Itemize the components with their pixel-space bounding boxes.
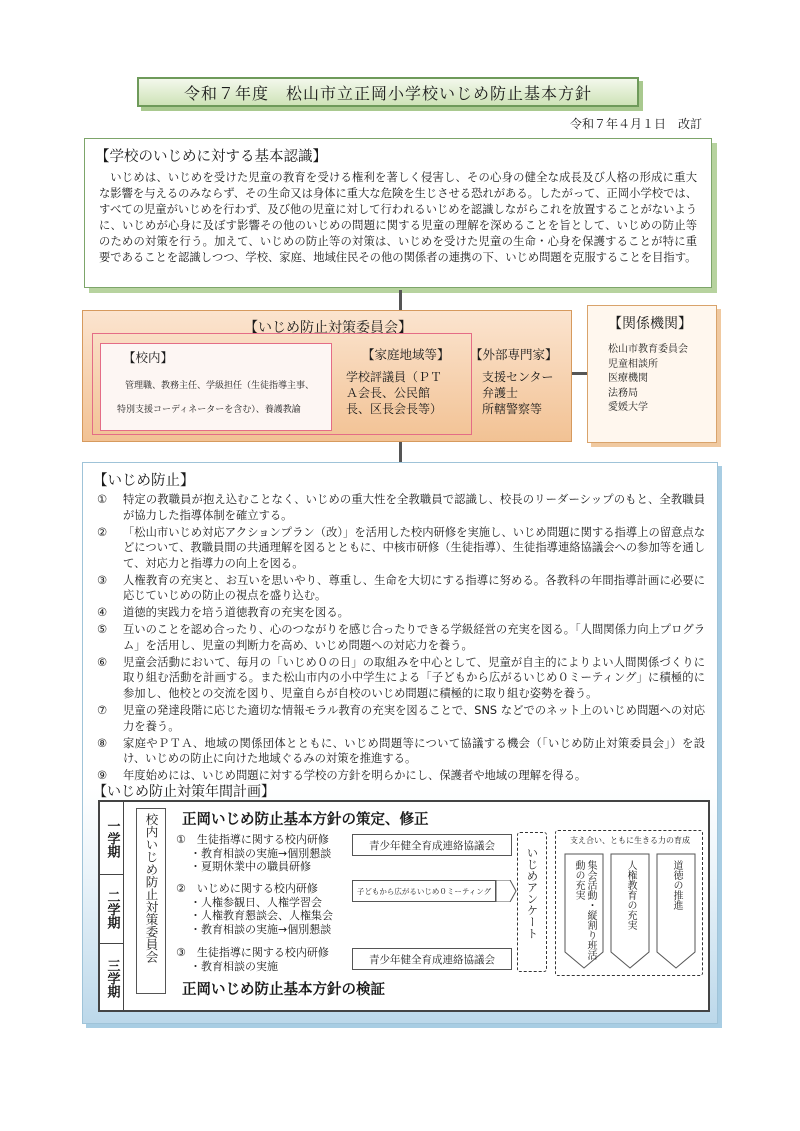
item-text: 「松山市いじめ対応アクションプラン（改）」を活用した校内研修を実施し、いじめ問題に関する指導上の留意点などについて、教職員間の共通理解を図るとともに、中核市研修（生徒指導）、生徒指導連絡協議会への参加等を通して、対応力と指導力の向上を図る。 <box>123 525 705 570</box>
policy-formulation-title: 正岡いじめ防止基本方針の策定、修正 <box>182 812 429 828</box>
term-third: 三学期 <box>100 944 124 1012</box>
prevention-list <box>97 492 705 785</box>
prevention-heading: 【いじめ防止】 <box>93 473 195 489</box>
page-title-text: 令和７年度 松山市立正岡小学校いじめ防止基本方針 <box>183 83 592 103</box>
arrow-collective-activities <box>569 860 599 960</box>
prevention-item <box>97 525 705 572</box>
school-internal-label: 【校内】 <box>123 350 174 365</box>
item-text: 年度始めには、いじめ問題に対する学校の方針を明らかにし、保護者や地域の理解を得る。 <box>123 769 587 783</box>
org-item: 児童相談所 <box>608 358 658 370</box>
prevention-item <box>97 736 705 767</box>
arrow-text: 道徳の推進 <box>671 860 682 910</box>
org-item: 愛媛大学 <box>608 402 648 413</box>
arrow-text: 人権教育の充実 <box>625 860 636 930</box>
home-member-line: 学校評議員（ＰＴ <box>346 370 443 384</box>
term-second: 二学期 <box>100 875 124 943</box>
basic-recognition-section <box>84 138 712 288</box>
arrow-human-rights <box>615 860 645 960</box>
prevention-item <box>97 655 705 702</box>
item-text: 道徳的実践力を培う道徳教育の充実を図る。 <box>123 606 349 620</box>
item-text: 児童会活動において、毎月の「いじめ０の日」の取組みを中心として、児童が自主的によりよい人間関係づくりに取り組む活動を計画する。また松山市内の小中学生による「子どもから広がるいじめ０ミーティング」に積極的に参加し、他校との交流を図り、児童自らが自校のいじめ問題に積極的に取り組む姿勢を養う。 <box>123 655 705 700</box>
second-term-activities <box>176 882 333 936</box>
external-experts-label: 【外部専門家】 <box>470 347 558 362</box>
activity-line: ・人権参観日、人権学習会 <box>190 895 322 909</box>
item-text: 互いのことを認め合ったり、心のつながりを感じ合ったりできる学級経営の充実を図る。「人間関係力向上プログラム」を活用し、児童の判断力を高め、いじめ問題への対応力を養う。 <box>123 623 705 652</box>
related-organizations <box>587 305 717 443</box>
item-text: 人権教育の充実と、お互いを思いやり、尊重し、生命を大切にする指導に努める。各教科の年間指導計画に必要に応じていじめの防止の視点を盛り込む。 <box>123 573 705 603</box>
annual-plan-heading: 【いじめ防止対策年間計画】 <box>93 784 275 800</box>
item-text: 児童の発達段階に応じた適切な情報モラル教育の充実を図ることで、SNS などでのネット上のいじめ問題への対応力を養う。 <box>123 704 705 733</box>
item-number: ⑤ <box>97 623 108 637</box>
committee-title: 【いじめ防止対策委員会】 <box>244 320 412 336</box>
prevention-item <box>97 605 705 621</box>
annual-plan-table <box>98 800 710 1012</box>
org-item: 法務局 <box>608 387 638 399</box>
item-number: ③ <box>97 573 108 587</box>
item-text: 特定の教職員が抱え込むことなく、いじめの重大性を全教職員で認識し、校長のリーダーシップのもと、全教職員が協力した指導体制を確立する。 <box>123 493 705 522</box>
page-title <box>137 77 639 107</box>
arrow-moral-education <box>661 860 691 960</box>
support-growth-title: 支え合い、ともに生きる力の育成 <box>570 836 690 845</box>
third-term-activities <box>176 946 329 973</box>
bullying-survey-text: いじめアンケート <box>525 847 540 939</box>
activity-line: ② いじめに関する校内研修 <box>176 882 318 895</box>
org-item: 医療機関 <box>608 373 648 384</box>
school-internal-box <box>100 343 332 431</box>
bullying-survey-box <box>517 832 547 972</box>
term-first: 一学期 <box>100 802 124 874</box>
connector-line <box>572 372 587 375</box>
connector-line <box>399 290 402 310</box>
item-number: ⑥ <box>97 655 108 669</box>
activity-line: ① 生徒指導に関する校内研修 <box>176 833 329 846</box>
item-number: ⑦ <box>97 704 108 718</box>
related-organizations-heading: 【関係機関】 <box>608 316 692 332</box>
youth-council-box-1 <box>352 834 512 856</box>
item-number: ⑨ <box>97 769 108 783</box>
internal-committee-box <box>136 808 166 994</box>
meeting-box <box>352 880 496 902</box>
prevention-item <box>97 492 705 523</box>
activity-line: ③ 生徒指導に関する校内研修 <box>176 946 329 959</box>
prevention-item <box>97 573 705 604</box>
school-members-line2: 特別支援コーディネーターを含む）、養護教諭 <box>117 405 301 415</box>
arrow-text: 集会活動・縦割り班活動の充実 <box>573 860 596 960</box>
activity-line: ・夏期休業中の職員研修 <box>190 860 311 873</box>
activity-line: ・人権教育懇談会、人権集会 <box>190 909 333 922</box>
connector-line <box>399 442 402 462</box>
activity-line: ・教育相談の実施 <box>190 959 278 973</box>
first-term-activities <box>176 833 331 874</box>
item-number: ④ <box>97 606 108 620</box>
revision-date: 令和７年４月１日 改訂 <box>569 117 702 131</box>
meeting-arrow-icon <box>496 880 518 902</box>
expert-line: 所轄警察等 <box>482 402 543 416</box>
item-number: ⑧ <box>97 736 108 750</box>
school-members-line1: 管理職、教務主任、学級担任（生徒指導主事、 <box>125 381 315 391</box>
internal-committee-text: 校内いじめ防止対策委員会 <box>144 813 159 963</box>
policy-verification-title: 正岡いじめ防止基本方針の検証 <box>182 982 385 998</box>
prevention-item <box>97 622 705 653</box>
home-community-members <box>346 369 442 417</box>
expert-line: 弁護士 <box>482 386 519 400</box>
expert-line: 支援センター <box>482 370 554 384</box>
activity-line: ・教育相談の実施→個別懇談 <box>190 922 332 936</box>
home-member-line: 長、区長会長等） <box>346 402 443 416</box>
basic-recognition-heading: 【学校のいじめに対する基本認識】 <box>95 149 327 165</box>
item-number: ① <box>97 493 108 506</box>
item-text: 家庭やＰＴＡ、地域の関係団体とともに、いじめ問題等について協議する機会（「いじめ防止対策委員会」）を設け、いじめの防止に向けた地域ぐるみの対策を推進する。 <box>123 736 705 766</box>
basic-recognition-body: いじめは、いじめを受けた児童の教育を受ける権利を著しく侵害し、その心身の健全な成長及び人格の形成に重大な影響を与えるのみならず、その生命又は身体に重大な危険を生じさせる恐れがある。したがって、正岡小学校では、すべての児童がいじめを行わず、及び他の児童に対して行われるいじめを認識しながらこれを放置することがないように、いじめが心身に及ぼす影響その他のいじめの問題に関する児童の理解を深めることを旨として、いじめの防止等のための対策を行う。加えて、いじめの防止等の対策は、いじめを受けた児童の生命・心身を保護することが特に重要であることを認識しつつ、学校、家庭、地域住民その他の関係者の連携の下、いじめ問題を克服することを目指す。 <box>99 171 697 264</box>
youth-council-text-2: 青少年健全育成連絡協議会 <box>369 953 495 966</box>
home-community-label: 【家庭地域等】 <box>362 347 450 362</box>
item-number: ② <box>97 525 108 539</box>
external-experts-members <box>482 369 554 417</box>
activity-line: ・教育相談の実施→個別懇談 <box>190 846 332 860</box>
youth-council-box-2 <box>352 948 512 970</box>
home-member-line: Ａ会長、公民館 <box>346 386 431 400</box>
prevention-item <box>97 703 705 734</box>
youth-council-text-1: 青少年健全育成連絡協議会 <box>369 839 495 852</box>
meeting-text: 子どもから広がるいじめ０ミーティング <box>356 886 492 896</box>
org-item: 松山市教育委員会 <box>608 344 688 355</box>
